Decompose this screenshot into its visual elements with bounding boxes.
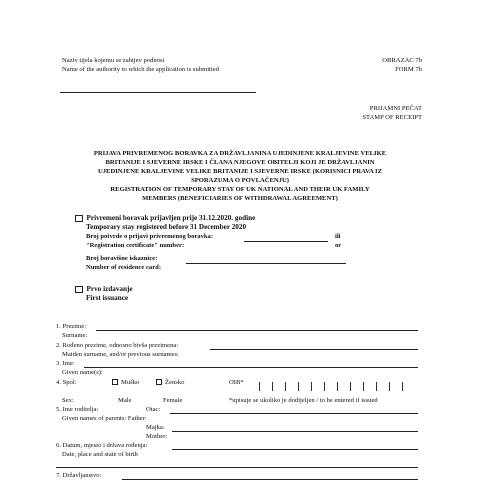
- receipt-label-en: STAMP OF RECEIPT: [362, 114, 422, 121]
- card-number-label-en: Number of residence card:: [86, 264, 162, 271]
- or-label-en: or: [335, 242, 342, 249]
- field-maiden-label-en: Maiden surname, and/or previous surnames:: [62, 351, 180, 358]
- option-first-issuance-label: Prvo izdavanje: [86, 285, 133, 293]
- field-maiden-label: 2. Rođeno prezime, odnosno bivša prezimena:: [56, 342, 179, 349]
- authority-line[interactable]: [60, 92, 256, 93]
- sex-male-label: Muško: [121, 379, 140, 386]
- field-birth-line[interactable]: [172, 449, 418, 450]
- option-temporary-stay-label-en: Temporary stay registered before 31 December 2020: [86, 223, 247, 231]
- field-birth-label: 6. Datum, mjesto i država rođenja:: [56, 442, 148, 449]
- field-surname-line[interactable]: [96, 330, 418, 331]
- mother-label-en: Mother:: [146, 433, 168, 440]
- field-parents-label: 5. Ime roditelja:: [56, 406, 99, 413]
- option-first-issuance[interactable]: [75, 285, 133, 293]
- cert-number-label-en: "Registration certificate" number:: [86, 242, 185, 249]
- field-sex-label: 4. Spol:: [56, 379, 77, 386]
- mother-label-hr: Majka:: [146, 424, 165, 431]
- field-birth-line-2[interactable]: [56, 467, 418, 468]
- field-surname-label: 1. Prezime:: [56, 323, 87, 330]
- field-mother-line[interactable]: [172, 431, 418, 432]
- field-parents-label-en: Given names of parents: Father:: [62, 415, 147, 422]
- title-en-line-1: REGISTRATION OF TEMPORARY STAY OF UK NATIONAL AND THEIR UK FAMILY: [110, 186, 370, 193]
- form-number-en: FORM 7b: [395, 66, 422, 73]
- title-en-line-2: MEMBERS (BENEFICIARIES OF WITHDRAWAL AGREEMENT): [142, 195, 338, 202]
- field-name-line[interactable]: [84, 367, 418, 368]
- authority-label-en: Name of the authority to which the application is submitted: [62, 66, 219, 73]
- receipt-label-hr: PRIJAMNI PEČAT: [369, 105, 422, 112]
- option-temporary-stay-label: Privremeni boravak prijavljen prije 31.12.2020. godine: [86, 214, 256, 222]
- sex-male-option[interactable]: [112, 379, 139, 387]
- checkbox-icon[interactable]: [75, 215, 83, 223]
- field-name-label-en: Given name(s):: [62, 369, 103, 376]
- checkbox-icon[interactable]: [112, 379, 118, 385]
- field-sex-label-en: Sex:: [62, 397, 74, 404]
- authority-label-hr: Naziv tijela kojemu se zahtjev podnosi: [62, 57, 165, 64]
- father-label-hr: Otac:: [146, 406, 161, 413]
- option-temporary-stay[interactable]: [75, 214, 255, 222]
- oib-label: OIB*: [229, 379, 244, 386]
- checkbox-icon[interactable]: [75, 286, 83, 294]
- field-birth-label-en: Date, place and state of birth: [62, 451, 138, 458]
- title-hr-line-4: SPORAZUMA O POVLAČENJU): [191, 177, 289, 184]
- cert-number-label-hr: Broj potvrde o prijavi privremenog boravka:: [86, 233, 214, 240]
- form-number-hr: OBRAZAC 7b: [382, 57, 422, 64]
- field-surname-label-en: Surname:: [62, 332, 88, 339]
- card-number-label-hr: Broj boravišne iskaznice:: [86, 255, 158, 262]
- card-number-line[interactable]: [186, 263, 346, 264]
- title-hr-line-2: BRITANIJE I SJEVERNE IRSKE I ČLANA NJEGOVE OBITELJI KOJI JE DRŽAVLJANIN: [105, 159, 375, 166]
- field-maiden-line[interactable]: [210, 349, 418, 350]
- sex-female-label: Žensko: [165, 379, 185, 386]
- checkbox-icon[interactable]: [156, 379, 162, 385]
- field-father-line[interactable]: [170, 413, 418, 414]
- oib-note: *upisuje se ukoliko je dodijeljen / to be entered if issued: [229, 397, 378, 404]
- title-hr-line-3: UJEDINJENE KRALJEVINE VELIKE BRITANIJE I SJEVERNE IRSKE (KORISNICI PRAVA IZ: [97, 168, 383, 175]
- sex-male-label-en: Male: [118, 397, 132, 404]
- sex-female-label-en: Female: [163, 397, 183, 404]
- field-name-label: 3. Ime:: [56, 360, 75, 367]
- field-citizenship-label: 7. Državljanstvo:: [56, 472, 102, 479]
- or-label-hr: ili: [335, 233, 341, 240]
- title-hr-line-1: PRIJAVA PRIVREMENOG BORAVKA ZA DRŽAVLJANINA UJEDINJENE KRALJEVINE VELIKE: [93, 150, 387, 157]
- cert-number-line[interactable]: [244, 241, 328, 242]
- sex-female-option[interactable]: [156, 379, 184, 387]
- option-first-issuance-label-en: First issuance: [86, 294, 129, 302]
